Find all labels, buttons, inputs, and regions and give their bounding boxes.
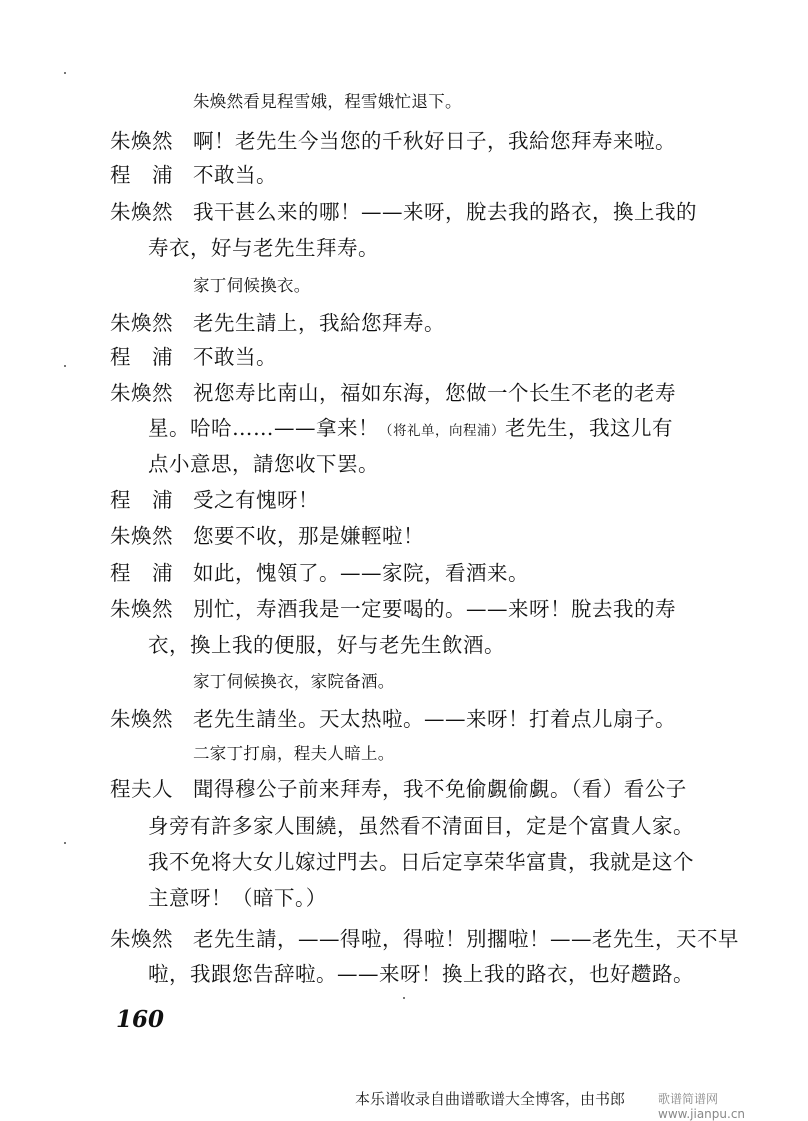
speaker-name: 朱煥然 — [110, 524, 173, 548]
site-watermark: 歌谱简谱网 www.jianpu.cn — [658, 1092, 746, 1121]
speech-text: 別忙，寿酒我是一定要喝的。——来呀！脫去我的寿 — [193, 597, 676, 621]
speech-text: 您要不收，那是嫌輕啦！ — [193, 524, 424, 548]
speaker-name: 程 浦 — [110, 488, 173, 512]
stage-direction: 朱煥然看見程雪娥，程雪娥忙退下。 — [193, 92, 462, 111]
speech-text: 不敢当。 — [193, 345, 277, 369]
speaker-name: 朱煥然 — [110, 311, 173, 335]
page-number: 160 — [116, 1006, 165, 1033]
speaker-name: 程夫人 — [110, 777, 173, 801]
speech-text: 我干甚么来的哪！——来呀，脫去我的路衣，換上我的 — [193, 200, 697, 224]
speech-text: 老先生請，——得啦，得啦！別擱啦！——老先生，天不早 — [193, 927, 739, 951]
scan-speck — [64, 72, 66, 74]
stage-direction: 家丁伺候換衣，家院备酒。 — [193, 672, 395, 691]
speech-continuation: 寿衣，好与老先生拜寿。 — [148, 236, 379, 260]
speaker-name: 朱煥然 — [110, 707, 173, 731]
speech-text: 啊！老先生今当您的千秋好日子，我給您拜寿来啦。 — [193, 129, 676, 153]
speech-text: 老先生請上，我給您拜寿。 — [193, 311, 445, 335]
speech-continuation: 衣，換上我的便服，好与老先生飲酒。 — [148, 633, 505, 657]
speaker-name: 朱煥然 — [110, 381, 173, 405]
speech-text: 如此，愧領了。——家院，看酒来。 — [193, 561, 529, 585]
speech-text: 聞得穆公子前来拜寿，我不免偷覷偷覷。（看）看公子 — [193, 777, 687, 801]
speech-text: 老先生，我这儿有 — [505, 416, 673, 440]
speech-continuation: 身旁有許多家人围繞，虽然看不清面目，定是个富貴人家。 — [148, 814, 694, 838]
speaker-name: 朱煥然 — [110, 200, 173, 224]
speaker-name: 朱煥然 — [110, 129, 173, 153]
speaker-name: 朱煥然 — [110, 597, 173, 621]
scan-speck — [403, 997, 405, 999]
speech-text: 受之有愧呀！ — [193, 488, 319, 512]
inline-stage-note: （将礼单，向程浦） — [379, 423, 505, 439]
speaker-name: 程 浦 — [110, 345, 173, 369]
speech-text: 老先生請坐。天太热啦。——来呀！打着点儿扇子。 — [193, 707, 676, 731]
stage-direction: 二家丁打扇，程夫人暗上。 — [193, 744, 395, 763]
speaker-name: 朱煥然 — [110, 927, 173, 951]
speech-continuation: 啦，我跟您告辞啦。——来呀！換上我的路衣，也好趱路。 — [148, 962, 694, 986]
speech-continuation: 点小意思，請您收下罢。 — [148, 452, 379, 476]
speaker-name: 程 浦 — [110, 163, 173, 187]
speech-text: 祝您寿比南山，福如东海，您做一个长生不老的老寿 — [193, 381, 676, 405]
speech-text: 星。哈哈……——拿来！ — [148, 416, 379, 440]
footer-credit: 本乐谱收录自曲谱歌谱大全博客，由书郎 — [355, 1090, 626, 1108]
speech-text: 不敢当。 — [193, 163, 277, 187]
speech-continuation — [148, 413, 673, 446]
speech-continuation: 我不免将大女儿嫁过門去。日后定享荣华富貴，我就是这个 — [148, 850, 694, 874]
speaker-name: 程 浦 — [110, 561, 173, 585]
speech-continuation: 主意呀！（暗下。） — [148, 886, 327, 910]
scan-speck — [64, 842, 66, 844]
scan-speck — [64, 365, 66, 367]
stage-direction: 家丁伺候換衣。 — [193, 276, 311, 295]
